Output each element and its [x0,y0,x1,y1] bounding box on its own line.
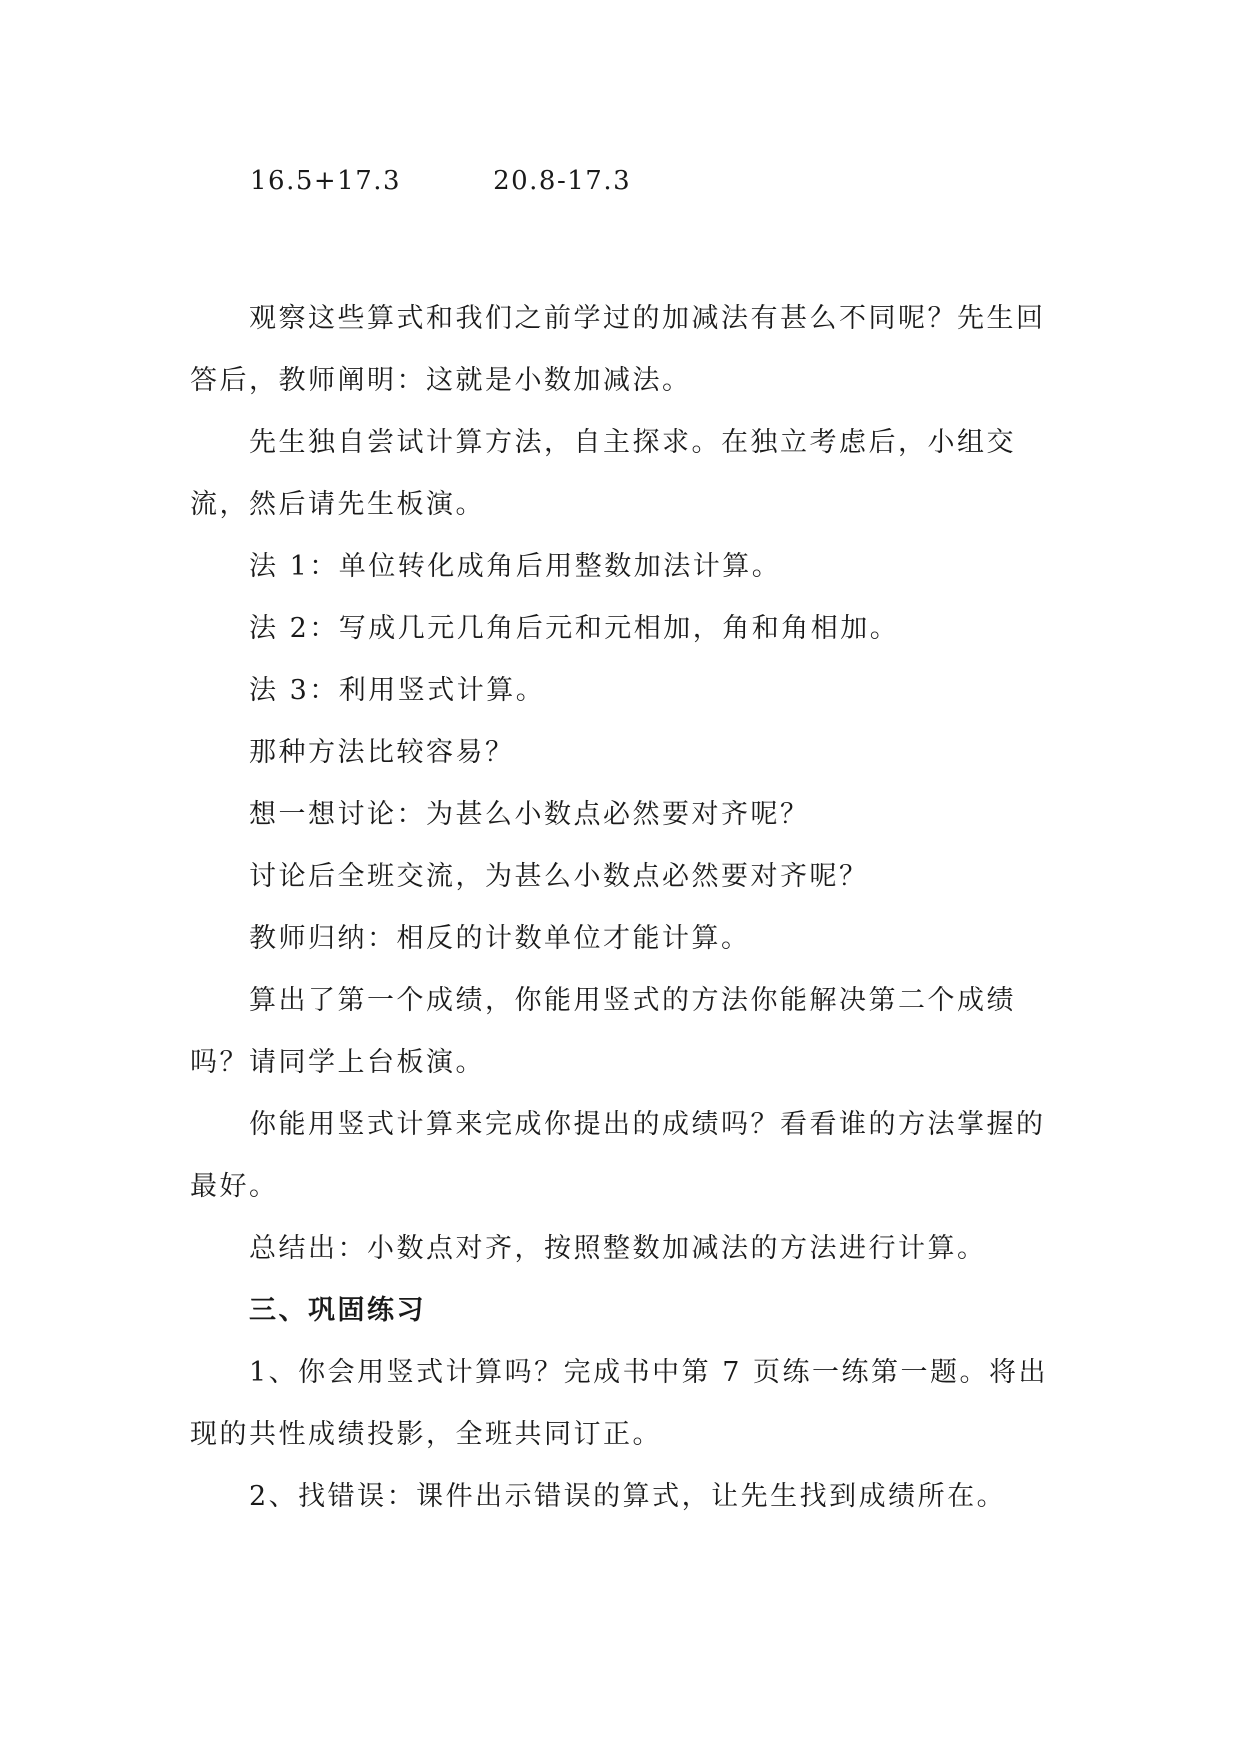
paragraph: 总结出：小数点对齐，按照整数加减法的方法进行计算。 [249,1233,987,1264]
body-text [190,288,1050,1528]
paragraph: 那种方法比较容易？ [249,737,515,768]
paragraph: 教师归纳：相反的计数单位才能计算。 [249,923,751,954]
formula-addition: 16.5+17.3 [250,166,402,196]
exercise-item: 2、找错误：课件出示错误的算式，让先生找到成绩所在。 [249,1481,1007,1512]
formula-line [250,166,631,196]
paragraph: 观察这些算式和我们之前学过的加减法有甚么不同呢？先生回答后，教师阐明：这就是小数加减法。 [190,303,1046,396]
paragraph: 算出了第一个成绩，你能用竖式的方法你能解决第二个成绩吗？请同学上台板演。 [190,985,1016,1078]
paragraph: 先生独自尝试计算方法，自主探求。在独立考虑后，小组交流，然后请先生板演。 [190,427,1016,520]
paragraph: 想一想讨论：为甚么小数点必然要对齐呢？ [249,799,810,830]
paragraph: 法 3：利用竖式计算。 [249,675,546,706]
paragraph: 法 1：单位转化成角后用整数加法计算。 [249,551,782,582]
paragraph: 你能用竖式计算来完成你提出的成绩吗？看看谁的方法掌握的最好。 [190,1109,1046,1202]
formula-subtraction: 20.8-17.3 [493,166,632,196]
exercise-item: 1、你会用竖式计算吗？完成书中第 7 页练一练第一题。将出现的共性成绩投影，全班共同订正。 [190,1357,1049,1450]
paragraph: 法 2：写成几元几角后元和元相加，角和角相加。 [249,613,900,644]
paragraph: 讨论后全班交流，为甚么小数点必然要对齐呢？ [249,861,869,892]
section-heading: 三、巩固练习 [249,1295,426,1326]
